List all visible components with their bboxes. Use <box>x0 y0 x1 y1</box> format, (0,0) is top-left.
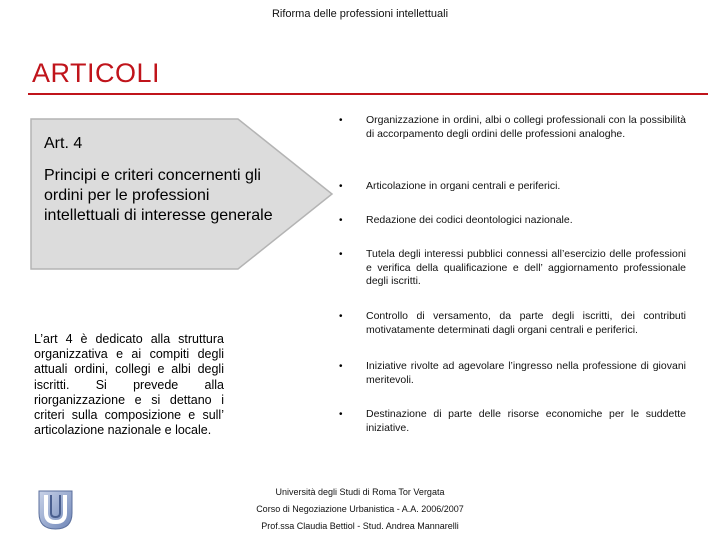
footer <box>230 484 490 535</box>
article-intro-text: L’art 4 è dedicato alla struttura organizzativa e ai compiti degli attuali ordini, collegi e albi degli iscritti. Si prevede alla riorganizzazione e si dettano i criteri sulla composizione e sull’ articolazione nazionale e locale. <box>34 332 224 438</box>
bullet-icon: • <box>339 215 343 226</box>
article-number: Art. 4 <box>44 135 83 152</box>
bullet-icon: • <box>339 409 343 420</box>
list-item-text: Destinazione di parte delle risorse economiche per le suddette iniziative. <box>366 408 686 434</box>
bullet-icon: • <box>339 361 343 372</box>
footer-course: Corso di Negoziazione Urbanistica - A.A. 2006/2007 <box>256 504 464 514</box>
list-item-text: Tutela degli interessi pubblici connessi all’esercizio delle professioni e verifica della qualificazione e dell’ aggiornamento professionale degli iscritti. <box>366 248 686 287</box>
bullet-icon: • <box>339 311 343 322</box>
list-item-text: Articolazione in organi centrali e periferici. <box>366 180 561 192</box>
page-title: ARTICOLI <box>32 58 161 88</box>
list-item-text: Redazione dei codici deontologici nazionale. <box>366 214 573 226</box>
article-description: Principi e criteri concernenti gli ordini per le professioni intellettuali di interesse generale <box>44 167 273 224</box>
title-divider <box>28 93 708 95</box>
page-header: Riforma delle professioni intellettuali <box>271 8 449 20</box>
bullet-icon: • <box>339 115 343 126</box>
list-item-text: Organizzazione in ordini, albi o collegi professionali con la possibilità di accorpamento degli ordini delle professioni analoghe. <box>366 114 686 140</box>
list-item-text: Controllo di versamento, da parte degli iscritti, dei contributi motivatamente determinati dagli organi centrali e periferici. <box>366 310 686 336</box>
bullet-icon: • <box>339 181 343 192</box>
footer-authors: Prof.ssa Claudia Bettiol - Stud. Andrea Mannarelli <box>261 521 459 531</box>
footer-university: Università degli Studi di Roma Tor Vergata <box>275 487 445 497</box>
bullet-icon: • <box>339 249 343 260</box>
university-logo-icon <box>37 489 74 531</box>
list-item-text: Iniziative rivolte ad agevolare l’ingresso nella professione di giovani meritevoli. <box>366 360 686 386</box>
